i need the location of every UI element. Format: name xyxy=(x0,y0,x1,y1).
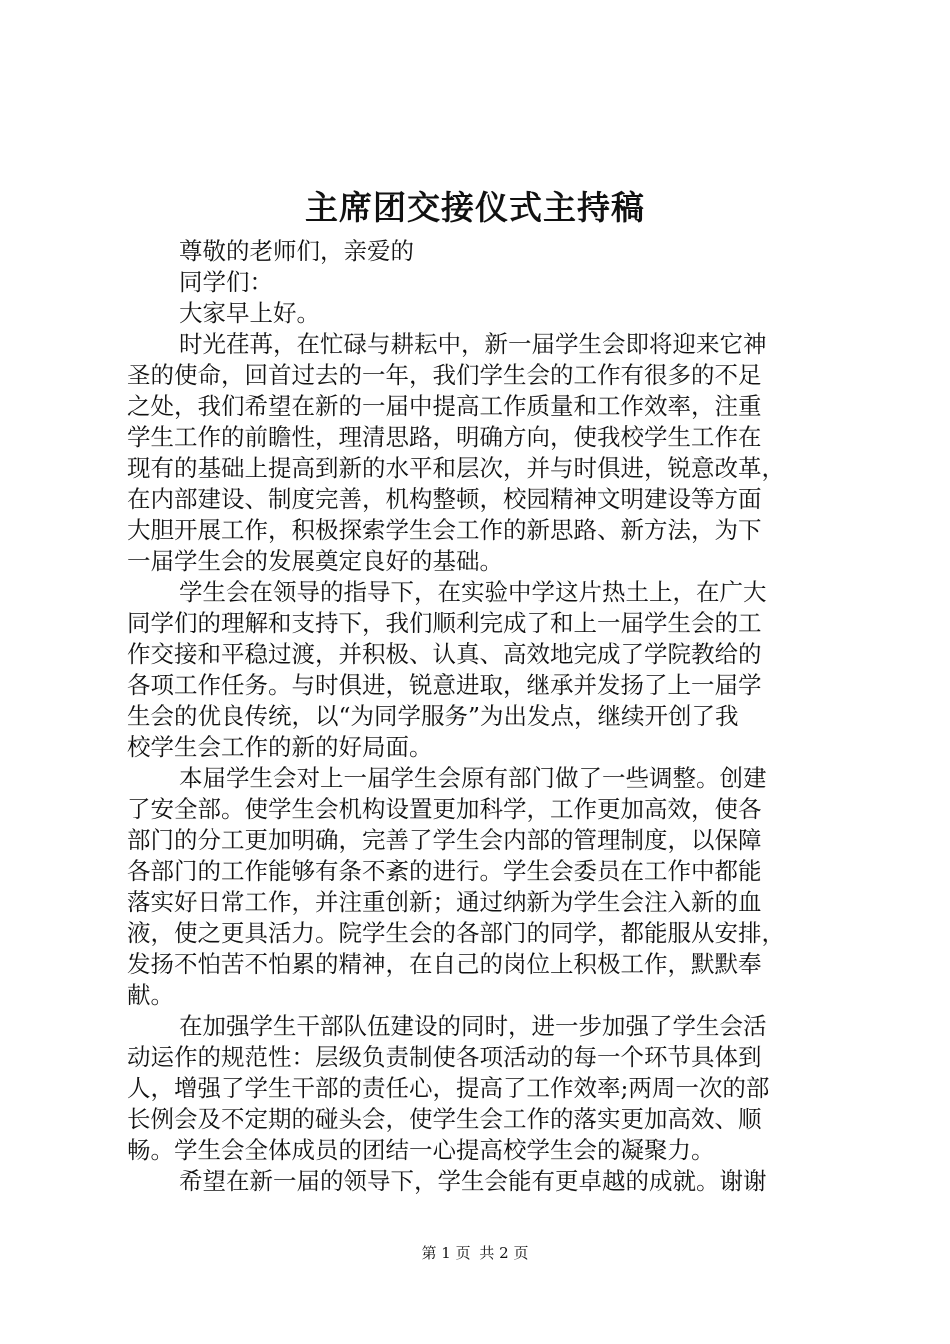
body-line: 同学们： xyxy=(179,268,273,296)
body-line: 时光荏苒，在忙碌与耕耘中，新一届学生会即将迎来它神 xyxy=(179,330,767,358)
body-line: 了安全部。使学生会机构设置更加科学，工作更加高效，使各 xyxy=(127,795,762,823)
body-line: 学生工作的前瞻性，理清思路，明确方向，使我校学生工作在 xyxy=(127,423,762,451)
body-line: 发扬不怕苦不怕累的精神，在自己的岗位上积极工作，默默奉 xyxy=(127,950,762,978)
body-line: 在加强学生干部队伍建设的同时，进一步加强了学生会活 xyxy=(179,1012,767,1040)
body-line: 圣的使命，回首过去的一年，我们学生会的工作有很多的不足 xyxy=(127,361,762,389)
body-line: 长例会及不定期的碰头会，使学生会工作的落实更加高效、顺 xyxy=(127,1105,762,1133)
body-line: 畅。学生会全体成员的团结一心提高校学生会的凝聚力。 xyxy=(127,1136,715,1164)
body-line: 大胆开展工作，积极探索学生会工作的新思路、新方法，为下 xyxy=(127,516,762,544)
body-line: 作交接和平稳过渡，并积极、认真、高效地完成了学院教给的 xyxy=(127,640,762,668)
body-line: 部门的分工更加明确，完善了学生会内部的管理制度，以保障 xyxy=(127,826,762,854)
body-line: 同学们的理解和支持下，我们顺利完成了和上一届学生会的工 xyxy=(127,609,762,637)
page-number: 第 1 页 xyxy=(421,1244,471,1262)
body-line: 落实好日常工作，并注重创新；通过纳新为学生会注入新的血 xyxy=(127,888,762,916)
body-line: 现有的基础上提高到新的水平和层次，并与时俱进，锐意改革， xyxy=(127,454,785,482)
body-line: 在内部建设、制度完善，机构整顿，校园精神文明建设等方面 xyxy=(127,485,762,513)
body-line: 人，增强了学生干部的责任心，提高了工作效率;两周一次的部 xyxy=(127,1074,770,1102)
body-line: 液，使之更具活力。院学生会的各部门的同学，都能服从安排， xyxy=(127,919,785,947)
body-line: 生会的优良传统，以“为同学服务”为出发点，继续开创了我 xyxy=(127,702,739,730)
body-line: 尊敬的老师们，亲爱的 xyxy=(179,237,414,265)
body-line: 大家早上好。 xyxy=(179,299,320,327)
body-line: 动运作的规范性：层级负责制使各项活动的每一个环节具体到 xyxy=(127,1043,762,1071)
body-line: 校学生会工作的新的好局面。 xyxy=(127,733,433,761)
document-body xyxy=(127,236,827,1197)
body-line: 各部门的工作能够有条不紊的进行。学生会委员在工作中都能 xyxy=(127,857,762,885)
body-line: 希望在新一届的领导下，学生会能有更卓越的成就。谢谢 xyxy=(179,1167,767,1195)
document-title: 主席团交接仪式主持稿 xyxy=(305,188,645,227)
body-line: 本届学生会对上一届学生会原有部门做了一些调整。创建 xyxy=(179,764,767,792)
body-line: 献。 xyxy=(127,981,174,1009)
body-line: 一届学生会的发展奠定良好的基础。 xyxy=(127,547,503,575)
page-total: 共 2 页 xyxy=(479,1244,529,1262)
body-line: 学生会在领导的指导下，在实验中学这片热土上，在广大 xyxy=(179,578,767,606)
body-line: 之处，我们希望在新的一届中提高工作质量和工作效率，注重 xyxy=(127,392,762,420)
body-line: 各项工作任务。与时俱进，锐意进取，继承并发扬了上一届学 xyxy=(127,671,762,699)
page-footer xyxy=(0,1243,950,1263)
